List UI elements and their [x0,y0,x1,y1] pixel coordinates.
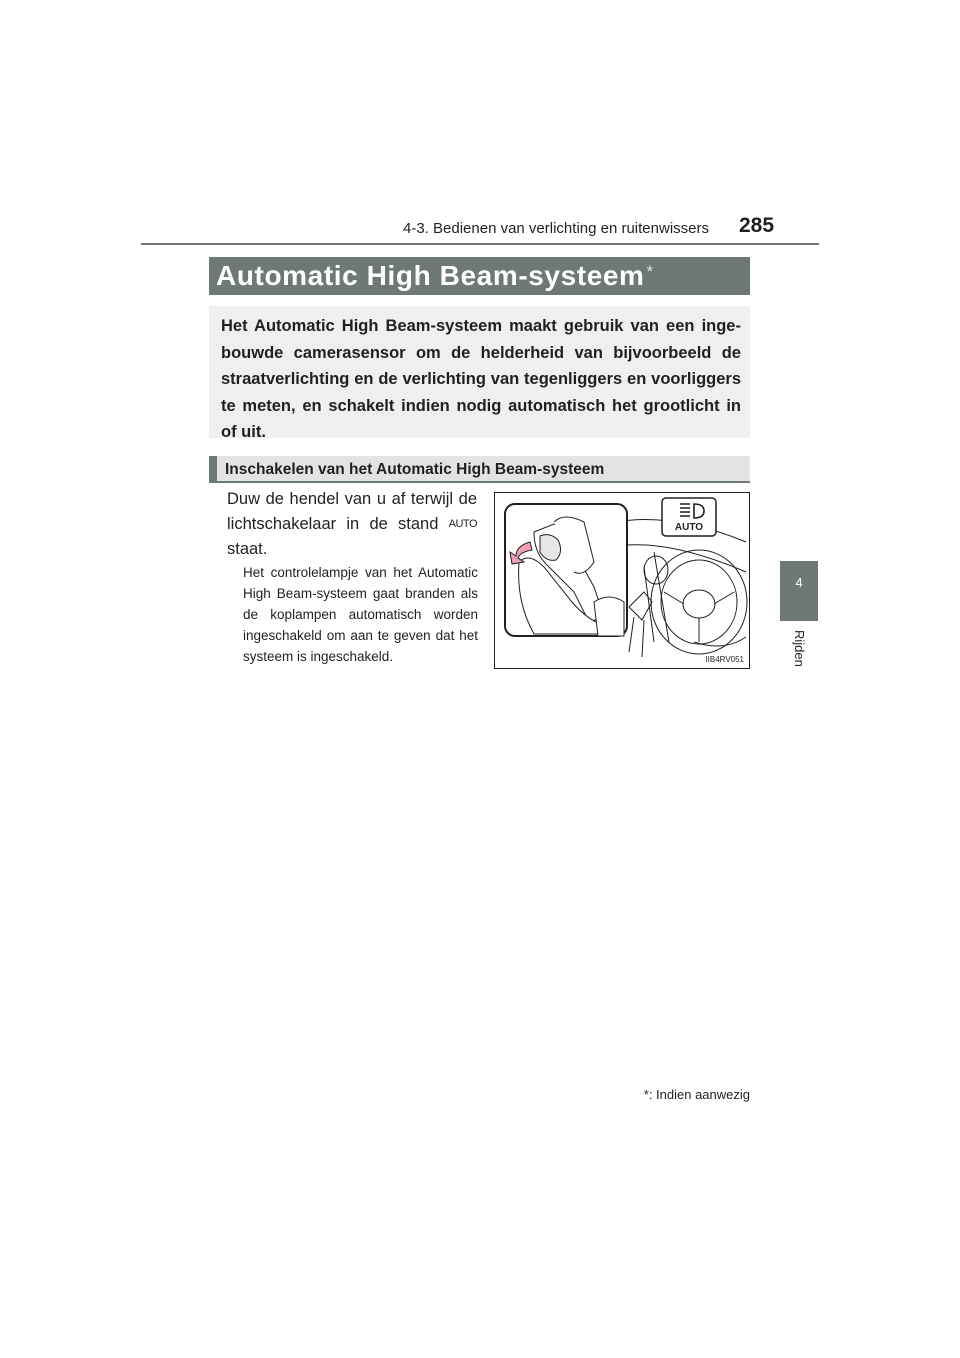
indicator-auto-label: AUTO [674,522,704,533]
chapter-label-wrapper [784,630,814,690]
auto-position-label: AUTO [448,518,477,530]
header-divider [141,243,819,245]
footnote-text: : Indien aanwezig [648,1087,750,1102]
step-text-before: Duw de hendel van u af terwijl de lichtschakelaar in de stand [227,490,477,533]
subsection-marker [209,456,217,483]
subsection-title: Inschakelen van het Automatic High Beam-systeem [225,461,605,478]
footnote [614,1087,750,1102]
intro-paragraph: Het Automatic High Beam-systeem maakt gebruik van een ingebouwde camerasensor om de helderheid van bijvoorbeeld de straatverlichting en de verlichting van tegenliggers en voorliggers te meten, en schakelt indien nodig automatisch het grootlicht in of uit. [221,317,741,441]
footnote-asterisk: * [643,1087,649,1102]
page-number: 285 [739,214,775,237]
lever-illustration [494,492,750,669]
step-text-after: staat. [227,540,268,558]
chapter-tab [780,561,818,621]
section-title: 4-3. Bedienen van verlichting en ruitenwissers [403,220,709,237]
step-instruction [227,487,477,562]
chapter-number: 4 [795,575,803,590]
chapter-label: Rijden [792,630,807,667]
page-title [216,260,654,292]
step-note: Het controlelampje van het Automatic High Beam-systeem gaat branden als de koplampen automatisch worden ingeschakeld om aan te geven dat het systeem is ingeschakeld. [243,565,478,664]
page-title-text: Automatic High Beam-systeem [216,260,645,291]
title-asterisk: * [646,262,654,281]
image-code: IIB4RV051 [705,655,744,664]
